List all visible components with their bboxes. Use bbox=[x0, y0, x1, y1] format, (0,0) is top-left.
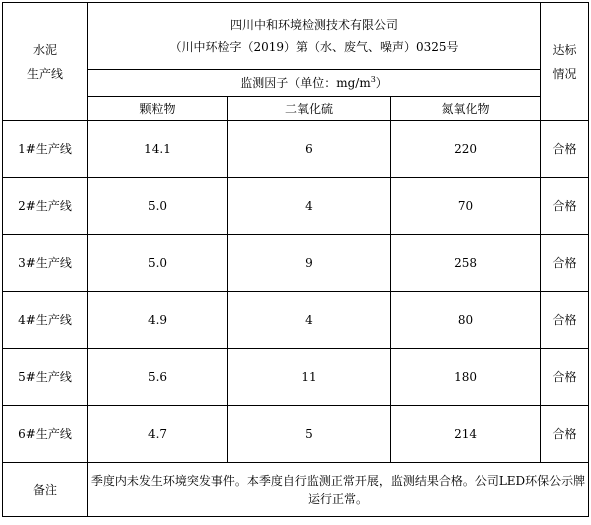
line-cell: 4#生产线 bbox=[3, 292, 88, 349]
org-name: 四川中和环境检测技术有限公司 bbox=[230, 18, 399, 32]
pm-cell: 4.7 bbox=[88, 406, 228, 463]
line-cell: 6#生产线 bbox=[3, 406, 88, 463]
col-header-so2: 二氧化硫 bbox=[228, 97, 391, 121]
nox-cell: 214 bbox=[391, 406, 541, 463]
status-cell: 合格 bbox=[541, 292, 589, 349]
org-header bbox=[88, 3, 541, 70]
status-header-top: 达标 bbox=[552, 42, 577, 57]
line-header-bottom: 生产线 bbox=[26, 66, 63, 81]
col-header-nox: 氮氧化物 bbox=[391, 97, 541, 121]
so2-cell: 5 bbox=[228, 406, 391, 463]
line-cell: 5#生产线 bbox=[3, 349, 88, 406]
so2-cell: 11 bbox=[228, 349, 391, 406]
status-cell: 合格 bbox=[541, 349, 589, 406]
status-header-bottom: 情况 bbox=[552, 66, 577, 81]
line-cell: 3#生产线 bbox=[3, 235, 88, 292]
pm-cell: 4.9 bbox=[88, 292, 228, 349]
line-column-header bbox=[3, 3, 88, 121]
status-column-header bbox=[541, 3, 589, 121]
table-row bbox=[3, 406, 589, 463]
factor-header bbox=[88, 70, 541, 97]
nox-cell: 258 bbox=[391, 235, 541, 292]
nox-cell: 220 bbox=[391, 121, 541, 178]
remark-text: 季度内未发生环境突发事件。本季度自行监测正常开展，监测结果合格。公司LED环保公示牌运行正常。 bbox=[88, 463, 589, 517]
nox-cell: 180 bbox=[391, 349, 541, 406]
line-header-top: 水泥 bbox=[32, 42, 57, 57]
remark-label: 备注 bbox=[3, 463, 88, 517]
factor-label: 监测因子（单位：mg/m bbox=[240, 76, 371, 90]
col-header-pm: 颗粒物 bbox=[88, 97, 228, 121]
table-row bbox=[3, 349, 589, 406]
table-row bbox=[3, 235, 589, 292]
so2-cell: 6 bbox=[228, 121, 391, 178]
line-cell: 1#生产线 bbox=[3, 121, 88, 178]
pm-cell: 5.0 bbox=[88, 178, 228, 235]
factor-close: ） bbox=[375, 76, 388, 90]
pm-cell: 5.0 bbox=[88, 235, 228, 292]
status-cell: 合格 bbox=[541, 235, 589, 292]
nox-cell: 70 bbox=[391, 178, 541, 235]
so2-cell: 4 bbox=[228, 292, 391, 349]
line-cell: 2#生产线 bbox=[3, 178, 88, 235]
status-cell: 合格 bbox=[541, 406, 589, 463]
status-cell: 合格 bbox=[541, 121, 589, 178]
so2-cell: 4 bbox=[228, 178, 391, 235]
nox-cell: 80 bbox=[391, 292, 541, 349]
table-row bbox=[3, 121, 589, 178]
status-cell: 合格 bbox=[541, 178, 589, 235]
factor-unit-sup: 3 bbox=[370, 75, 376, 84]
table-row bbox=[3, 178, 589, 235]
report-number: （川中环检字（2019）第（水、废气、噪声）0325号 bbox=[169, 40, 459, 54]
so2-cell: 9 bbox=[228, 235, 391, 292]
pm-cell: 14.1 bbox=[88, 121, 228, 178]
monitoring-table bbox=[2, 2, 589, 517]
pm-cell: 5.6 bbox=[88, 349, 228, 406]
table-row bbox=[3, 292, 589, 349]
